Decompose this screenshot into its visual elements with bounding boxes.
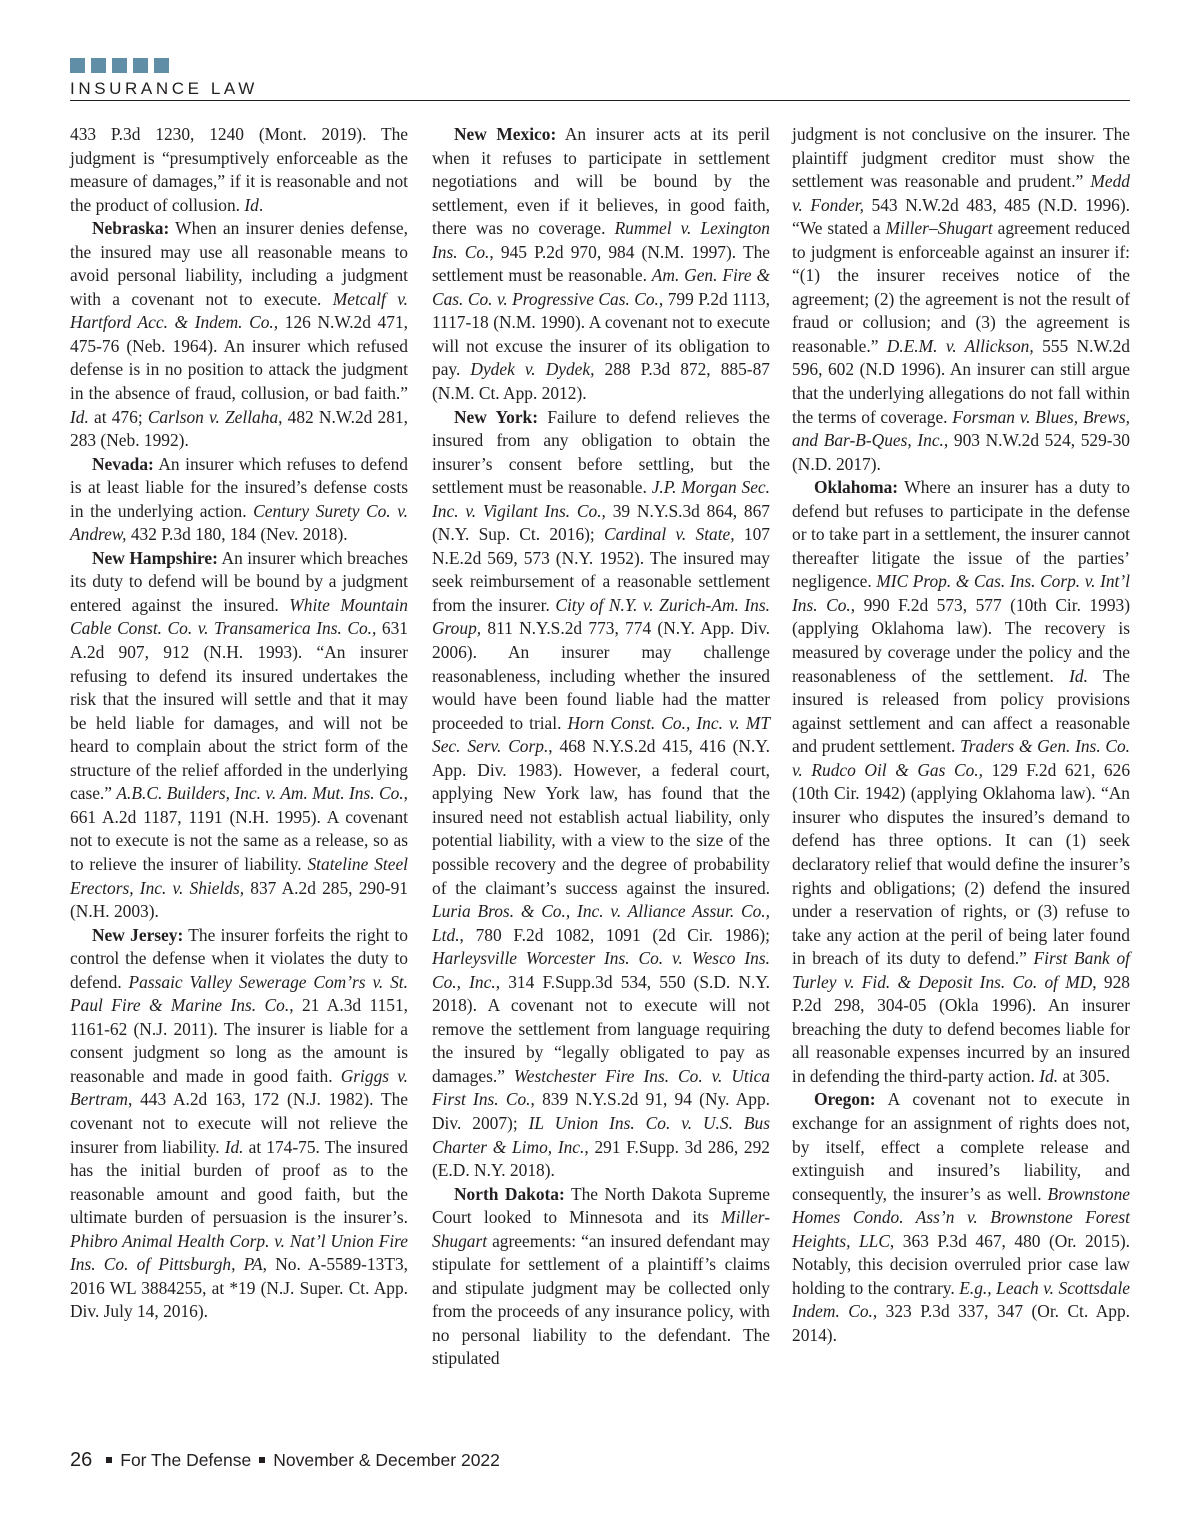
case-citation: MIC Prop. & Cas. Ins. Corp. v. Int’l Ins. Co. xyxy=(792,571,1131,615)
page-footer xyxy=(70,1449,500,1472)
text-run: An insurer acts at its peril when it refuses to participate in settlement negotiations and will be bound by the settlement, even if it believes, in good faith, there was no coverage. xyxy=(432,124,770,239)
case-citation: Id. xyxy=(1039,1065,1059,1086)
text-run: Failure to defend relieves the insured from any obligation to obtain the insurer’s consent before settling, but the settlement must be reasonable. xyxy=(432,406,770,498)
text-run: , 990 F.2d 573, 577 (10th Cir. 1993) (applying Oklahoma law). The recovery is measured by coverage under the policy and the reasonableness of the settlement. xyxy=(792,594,1130,686)
text-run: A covenant not to execute in exchange for an assignment of rights does not, by itself, effect a complete release and extinguish and insured’s liability, and consequently, the insurer’s as well. xyxy=(792,1089,1130,1204)
text-run: 837 A.2d 285, 290-91 (N.H. 2003). xyxy=(70,877,408,922)
text-run: 811 N.Y.S.2d 773, 774 (N.Y. App. Div. 2006). An insurer may challenge reasonableness, including whether the insured would have been found liable had the matter proceeded to trial. xyxy=(432,618,770,733)
text-run: 129 F.2d 621, 626 (10th Cir. 1942) (applying Oklahoma law). “An insurer who disputes the insured’s demand to defend has three options. It can (1) seek declaratory relief that would define the insurer’s rights and obligations; (2) defend the insured under a reservation of rights, or (3) refuse to take any action at the peril of being later found in breach of its duty to defend.” xyxy=(792,759,1131,969)
state-heading: New Mexico: xyxy=(454,124,557,144)
text-run: . xyxy=(258,194,264,215)
text-run: , 661 A.2d 1187, 1191 (N.H. 1995). A covenant not to execute is not the same as a release, so as to relieve the insurer of liability. xyxy=(70,783,409,874)
case-citation: Traders & Gen. Ins. Co. v. Rudco Oil & Gas Co., xyxy=(792,736,1130,780)
case-citation: IL Union Ins. Co. v. U.S. Bus Charter & Limo, Inc. xyxy=(432,1112,770,1157)
state-heading: Nevada: xyxy=(92,453,154,474)
text-run: 126 N.W.2d 471, 475-76 (Neb. 1964). An insurer which refused defense is in no position to attack the judgment in the absence of fraud, collusion, or bad faith.” xyxy=(70,312,408,404)
paragraph xyxy=(432,406,770,1183)
state-heading: Oklahoma: xyxy=(814,477,899,498)
square-icon xyxy=(91,58,106,73)
text-run: , 443 A.2d 163, 172 (N.J. 1982). The covenant not to execute will not relieve the insurer from liability. xyxy=(70,1089,408,1157)
square-icon xyxy=(112,58,127,73)
paragraph xyxy=(432,123,770,406)
case-citation: City of N.Y. v. Zurich-Am. Ins. Group, xyxy=(432,594,770,639)
text-run: , 468 N.Y.S.2d 415, 416 (N.Y. App. Div. 1983). However, a federal court, applying New York law, has found that the insured need not establish actual liability, only potential liability, with a view to the size of the possible recovery and the degree of probability of the claimant’s success against the insured. xyxy=(432,736,770,898)
text-run: agreements: “an insured defendant may stipulate for settlement of a plaintiff’s claims and stipulate judgment may be collected only from the proceeds of any insurance policy, with no personal liability to the defendant. The stipulated xyxy=(432,1230,770,1369)
text-run: , 314 F.Supp.3d 534, 550 (S.D. N.Y. 2018). A covenant not to execute will not remove the settlement from language requiring the insured by “legally obligated to pay as damages.” xyxy=(432,971,770,1086)
text-run: , 363 P.3d 467, 480 (Or. 2015). Notably, this decision overruled prior case law holding to the contrary. xyxy=(792,1230,1130,1298)
case-citation: Carlson v. Zellaha xyxy=(147,406,279,427)
text-run: An insurer which refuses to defend is at least liable for the insured’s defense costs in the underlying action. xyxy=(70,453,408,521)
text-column-3 xyxy=(792,123,1130,1347)
text-column-2 xyxy=(432,123,770,1371)
bullet-icon xyxy=(106,1457,112,1463)
case-citation: J.P. Morgan Sec. Inc. v. Vigilant Ins. Co., xyxy=(432,477,770,521)
text-run: , 323 P.3d 337, 347 (Or. Ct. App. 2014). xyxy=(792,1301,1130,1345)
text-run: An insurer which breaches its duty to defend will be bound by a judgment entered against the insured. xyxy=(70,547,408,615)
square-icon xyxy=(133,58,148,73)
header-rule xyxy=(70,100,1130,101)
case-citation: Stateline Steel Erectors, Inc. v. Shields, xyxy=(70,853,408,898)
text-run: , 482 N.W.2d 281, 283 (Neb. 1992). xyxy=(70,406,408,451)
case-citation: Griggs v. Bertram xyxy=(70,1065,408,1110)
case-citation: Westchester Fire Ins. Co. v. Utica First Ins. Co. xyxy=(432,1065,770,1110)
case-citation: Metcalf v. Hartford Acc. & Indem. Co., xyxy=(70,288,408,333)
case-citation: Dydek v. Dydek, xyxy=(470,359,595,380)
text-run: 433 P.3d 1230, 1240 (Mont. 2019). The judgment is “presumptively enforceable as the measure of damages,” if it is reasonable and not the product of collusion. xyxy=(70,124,408,215)
text-run: , 780 F.2d 1082, 1091 (2d Cir. 1986); xyxy=(459,924,770,945)
bullet-icon xyxy=(259,1457,265,1463)
section-label: INSURANCE LAW xyxy=(70,79,258,98)
text-run: at 305. xyxy=(1058,1065,1110,1086)
case-citation: Id. xyxy=(224,1136,244,1157)
paragraph xyxy=(70,123,408,217)
case-citation: Luria Bros. & Co., Inc. v. Alliance Assur. Co., Ltd. xyxy=(432,901,770,945)
case-citation: Id xyxy=(244,194,259,215)
paragraph xyxy=(792,1088,1130,1347)
text-run: 432 P.3d 180, 184 (Nev. 2018). xyxy=(126,524,348,545)
page-number: 26 xyxy=(70,1449,93,1471)
header-squares-icon xyxy=(70,58,1130,74)
text-run: 107 N.E.2d 569, 573 (N.Y. 1952). The insured may seek reimbursement of a reasonable settlement from the insurer. xyxy=(432,524,770,615)
state-heading: New York: xyxy=(454,406,539,427)
text-run: The insurer forfeits the right to control the defense when it violates the duty to defend. xyxy=(70,924,409,992)
text-run: at 476; xyxy=(88,406,148,427)
square-icon xyxy=(70,58,85,73)
text-run: judgment is not conclusive on the insurer. The plaintiff judgment creditor must show the settlement was reasonable and prudent.” xyxy=(792,124,1130,192)
text-run: 631 A.2d 907, 912 (N.H. 1993). “An insurer refusing to defend its insured undertakes the risk that the insured will settle and that it may be held liable for damages, and will not be heard to complain about the strict form of the structure of the relief afforded in the underlying case.” xyxy=(70,618,409,804)
running-header xyxy=(70,58,1130,98)
case-citation: A.B.C. Builders, Inc. v. Am. Mut. Ins. Co. xyxy=(116,783,404,804)
text-run: , 945 P.2d 970, 984 (N.M. 1997). The settlement must be reasonable. xyxy=(432,241,770,286)
paragraph xyxy=(792,123,1130,476)
text-run: , 21 A.3d 1151, 1161-62 (N.J. 2011). The insurer is liable for a consent judgment so long as the amount is reasonable and made in good faith. xyxy=(70,995,408,1086)
case-citation: Century Surety Co. v. Andrew, xyxy=(70,500,408,545)
case-citation: Harleysville Worcester Ins. Co. v. Wesco Ins. Co., Inc. xyxy=(432,948,770,992)
paragraph xyxy=(70,924,408,1324)
case-citation: Phibro Animal Health Corp. v. Nat’l Union Fire Ins. Co. of Pittsburgh, PA xyxy=(70,1230,408,1275)
text-run: When an insurer denies defense, the insured may use all reasonable means to avoid personal liability, including a judgment with a covenant not to execute. xyxy=(70,218,408,309)
text-run: 39 N.Y.S.3d 864, 867 (N.Y. Sup. Ct. 2016); xyxy=(432,500,770,545)
case-citation: Id. xyxy=(1069,665,1088,686)
text-run: at 174-75. The insured has the initial burden of proof as to the reasonable amount and good faith, but the ultimate burden of persuasion is the insurer’s. xyxy=(70,1136,408,1228)
case-citation: Horn Const. Co., Inc. v. MT Sec. Serv. Corp. xyxy=(432,712,770,757)
paragraph xyxy=(792,476,1130,1088)
text-run: Where an insurer has a duty to defend but refuses to participate in the defense or to take part in a settlement, the insurer cannot thereafter litigate the issue of the parties’ negligence. xyxy=(792,477,1130,592)
case-citation: Miller-Shugart xyxy=(432,1207,770,1251)
case-citation: Am. Gen. Fire & Cas. Co. v. Progressive Cas. Co. xyxy=(432,265,770,309)
paragraph xyxy=(70,547,408,924)
case-citation: First Bank of Turley v. Fid. & Deposit Ins. Co. of MD xyxy=(792,948,1130,992)
state-heading: North Dakota: xyxy=(454,1183,565,1204)
case-citation: Passaic Valley Sewerage Com’rs v. St. Paul Fire & Marine Ins. Co. xyxy=(70,971,408,1016)
paragraph xyxy=(70,453,408,547)
text-run: The North Dakota Supreme Court looked to Minnesota and its xyxy=(432,1183,770,1228)
text-column-1 xyxy=(70,123,408,1324)
text-run: agreement reduced to judgment is enforceable against an insurer if: “(1) the insurer receives notice of the agreement; (2) the agreement is not the result of fraud or collusion; and (3) the agreement is reasonable.” xyxy=(792,218,1130,356)
case-citation: E.g., Leach v. Scottsdale Indem. Co. xyxy=(792,1277,1130,1322)
text-run: 543 N.W.2d 483, 485 (N.D. 1996). “We stated a xyxy=(792,194,1130,239)
square-icon xyxy=(154,58,169,73)
state-heading: New Jersey: xyxy=(92,924,184,945)
case-citation: Miller–Shugart xyxy=(885,218,993,239)
text-run: 555 N.W.2d 596, 602 (N.D 1996). An insurer can still argue that the underlying allegations do not fall within the terms of coverage. xyxy=(792,335,1130,427)
case-citation: Forsman v. Blues, Brews, and Bar-B-Ques, Inc. xyxy=(792,406,1130,451)
state-heading: Nebraska: xyxy=(92,218,170,239)
text-run: , 903 N.W.2d 524, 529-30 (N.D. 2017). xyxy=(792,430,1130,474)
paragraph xyxy=(432,1183,770,1371)
text-run: 288 P.3d 872, 885-87 (N.M. Ct. App. 2012). xyxy=(432,359,770,404)
state-heading: New Hampshire: xyxy=(92,547,218,568)
paragraph xyxy=(70,217,408,452)
state-heading: Oregon: xyxy=(814,1089,876,1110)
case-citation: Rummel v. Lexington Ins. Co. xyxy=(432,218,771,262)
publication-name: For The Defense xyxy=(120,1450,252,1470)
case-citation: White Mountain Cable Const. Co. v. Transamerica Ins. Co., xyxy=(70,594,409,639)
case-citation: Medd v. Fonder, xyxy=(792,171,1130,215)
issue-date: November & December 2022 xyxy=(273,1450,500,1470)
case-citation: D.E.M. v. Allickson, xyxy=(886,335,1034,356)
case-citation: Cardinal v. State, xyxy=(604,524,735,545)
text-run: , 291 F.Supp. 3d 286, 292 (E.D. N.Y. 2018). xyxy=(432,1136,770,1181)
text-run: The insured is released from policy provisions against settlement and can affect a reasonable and prudent settlement. xyxy=(792,665,1130,757)
text-run: , 928 P.2d 298, 304-05 (Okla 1996). An insurer breaching the duty to defend becomes liable for all reasonable expenses incurred by an insured in defending the third-party action. xyxy=(792,971,1130,1086)
text-run: , No. A-5589-13T3, 2016 WL 3884255, at *19 (N.J. Super. Ct. App. Div. July 14, 2016). xyxy=(70,1254,408,1322)
text-run: , 799 P.2d 1113, 1117-18 (N.M. 1990). A covenant not to execute will not excuse the insurer of its obligation to pay. xyxy=(432,288,771,380)
case-citation: Brownstone Homes Condo. Ass’n v. Brownstone Forest Heights, LLC xyxy=(792,1183,1130,1251)
text-run: , 839 N.Y.S.2d 91, 94 (Ny. App. Div. 2007); xyxy=(432,1089,770,1133)
case-citation: Id. xyxy=(70,406,89,427)
